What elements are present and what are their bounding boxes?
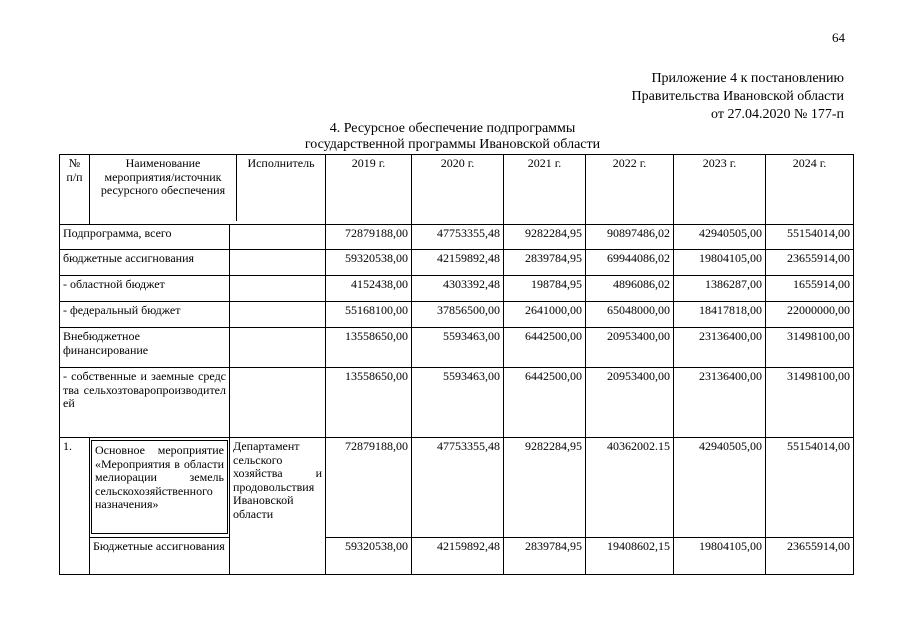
- header-num: № п/п: [60, 155, 90, 225]
- value-cell: 22000000,00: [766, 302, 854, 328]
- value-cell: 31498100,00: [766, 368, 854, 438]
- value-cell: 13558650,00: [326, 328, 412, 368]
- value-cell: 42940505,00: [674, 225, 766, 250]
- value-cell: 19804105,00: [674, 538, 766, 575]
- value-cell: 6442500,00: [504, 368, 586, 438]
- value-cell: 59320538,00: [326, 538, 412, 575]
- document-heading: [0, 121, 905, 153]
- value-cell: 47753355,48: [412, 438, 504, 538]
- header-name-executor: [90, 155, 326, 225]
- value-cell: 2839784,95: [504, 250, 586, 276]
- activity-sub-label: Бюджетные ассигнования: [90, 538, 230, 575]
- appendix-line-2: Правительства Ивановской области: [631, 89, 844, 104]
- appendix-line-3: от 27.04.2020 № 177-п: [711, 107, 844, 122]
- value-cell: 31498100,00: [766, 328, 854, 368]
- value-cell: 23655914,00: [766, 538, 854, 575]
- row-label: - собственные и заемные средства сельхозтоваропроизводителей: [60, 368, 230, 438]
- table-row: [60, 250, 854, 276]
- header-year-2021: 2021 г.: [504, 155, 586, 225]
- value-cell: 42159892,48: [412, 538, 504, 575]
- header-year-2019: 2019 г.: [326, 155, 412, 225]
- table-row: [60, 368, 854, 438]
- value-cell: 2839784,95: [504, 538, 586, 575]
- activity-name-cell: [90, 438, 230, 538]
- appendix-header: [632, 70, 844, 124]
- value-cell: 40362002.15: [586, 438, 674, 538]
- heading-line-2: государственной программы Ивановской области: [304, 137, 601, 152]
- activity-name: Основное мероприятие «Мероприятия в области мелиорации земель сельскохозяйственного назначения»: [91, 440, 228, 534]
- row-executor: [230, 250, 326, 276]
- header-year-2024: 2024 г.: [766, 155, 854, 225]
- header-year-2023: 2023 г.: [674, 155, 766, 225]
- value-cell: 18417818,00: [674, 302, 766, 328]
- page-number: 64: [832, 30, 845, 45]
- value-cell: 72879188,00: [326, 438, 412, 538]
- value-cell: 72879188,00: [326, 225, 412, 250]
- row-executor: [230, 328, 326, 368]
- value-cell: 55154014,00: [766, 225, 854, 250]
- row-executor: [230, 276, 326, 302]
- row-label: - областной бюджет: [60, 276, 230, 302]
- activity-num: 1.: [60, 438, 90, 575]
- value-cell: 47753355,48: [412, 225, 504, 250]
- row-label: - федеральный бюджет: [60, 302, 230, 328]
- value-cell: 42159892,48: [412, 250, 504, 276]
- value-cell: 4303392,48: [412, 276, 504, 302]
- activity-subrow: [60, 538, 854, 575]
- value-cell: 2641000,00: [504, 302, 586, 328]
- value-cell: 23136400,00: [674, 368, 766, 438]
- heading-line-1: 4. Ресурсное обеспечение подпрограммы: [329, 121, 576, 136]
- table-row: [60, 276, 854, 302]
- value-cell: 5593463,00: [412, 328, 504, 368]
- value-cell: 4152438,00: [326, 276, 412, 302]
- header-year-2020: 2020 г.: [412, 155, 504, 225]
- value-cell: 42940505,00: [674, 438, 766, 538]
- row-label: Подпрограмма, всего: [60, 225, 230, 250]
- value-cell: 6442500,00: [504, 328, 586, 368]
- value-cell: 1655914,00: [766, 276, 854, 302]
- row-executor: [230, 368, 326, 438]
- table-row: [60, 328, 854, 368]
- value-cell: 20953400,00: [586, 328, 674, 368]
- value-cell: 4896086,02: [586, 276, 674, 302]
- row-executor: [230, 225, 326, 250]
- value-cell: 37856500,00: [412, 302, 504, 328]
- value-cell: 9282284,95: [504, 438, 586, 538]
- row-executor: [230, 302, 326, 328]
- activity-row: [60, 438, 854, 538]
- value-cell: 198784,95: [504, 276, 586, 302]
- value-cell: 19408602,15: [586, 538, 674, 575]
- table-row: [60, 302, 854, 328]
- value-cell: 13558650,00: [326, 368, 412, 438]
- value-cell: 9282284,95: [504, 225, 586, 250]
- appendix-line-1: Приложение 4 к постановлению: [651, 71, 844, 86]
- header-executor: Исполнитель: [247, 156, 315, 170]
- row-label: бюджетные ассигнования: [60, 250, 230, 276]
- value-cell: 55154014,00: [766, 438, 854, 538]
- value-cell: 59320538,00: [326, 250, 412, 276]
- value-cell: 23136400,00: [674, 328, 766, 368]
- value-cell: 69944086,02: [586, 250, 674, 276]
- resource-table: [59, 154, 854, 575]
- value-cell: 65048000,00: [586, 302, 674, 328]
- value-cell: 23655914,00: [766, 250, 854, 276]
- value-cell: 19804105,00: [674, 250, 766, 276]
- header-year-2022: 2022 г.: [586, 155, 674, 225]
- row-label: Внебюджетное финансирование: [60, 328, 230, 368]
- value-cell: 90897486,02: [586, 225, 674, 250]
- value-cell: 20953400,00: [586, 368, 674, 438]
- table-header-row: [60, 155, 854, 225]
- value-cell: 55168100,00: [326, 302, 412, 328]
- table-row: [60, 225, 854, 250]
- value-cell: 1386287,00: [674, 276, 766, 302]
- value-cell: 5593463,00: [412, 368, 504, 438]
- activity-executor: Департамент сельского хозяйства и продовольствия Ивановской области: [230, 438, 326, 575]
- header-name: Наименование мероприятия/источник ресурсного обеспечения: [90, 155, 237, 221]
